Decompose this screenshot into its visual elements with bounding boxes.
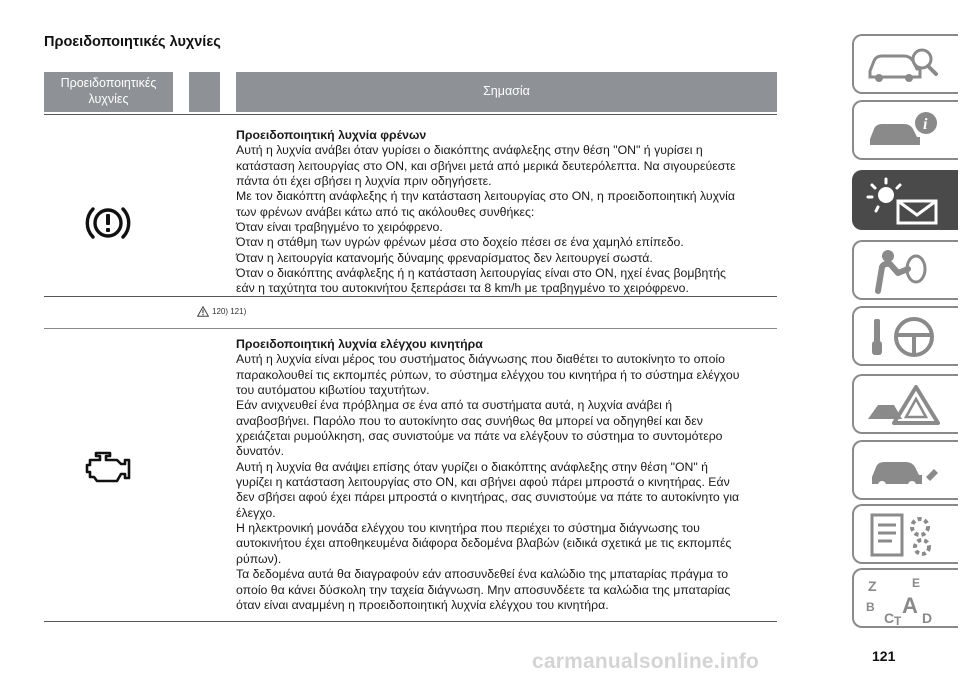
warning-lights-table xyxy=(44,72,777,612)
text-line: Όταν η στάθμη των υγρών φρένων μέσα στο δοχείο πέσει σε ένα χαμηλό επίπεδο. xyxy=(236,235,684,250)
text-line: κατάσταση λειτουργίας στο ON, και σβήνει μετά από μερικά δευτερόλεπτα. Να σιγουρεύεστε xyxy=(236,158,736,173)
text-line: Αυτή η λυχνία θα ανάψει επίσης όταν γυρίζει ο διακόπτης ανάφλεξης στην θέση "ON" ή xyxy=(236,459,709,474)
tab-starting-driving[interactable] xyxy=(852,306,958,366)
header-blank xyxy=(189,72,220,112)
tab-car-info[interactable] xyxy=(852,100,958,160)
text-line: δυνατόν. xyxy=(236,444,285,459)
page-title: Προειδοποιητικές λυχνίες xyxy=(44,34,221,50)
car-search-icon xyxy=(864,41,944,89)
index-letter: A xyxy=(902,593,918,618)
row-rule xyxy=(44,296,777,297)
svg-text:i: i xyxy=(923,116,928,133)
text-line: Αυτή η λυχνία ανάβει όταν γυρίσει ο διακόπτης ανάφλεξης στην θέση "ON" ή γυρίσει η xyxy=(236,143,703,158)
tab-maintenance[interactable] xyxy=(852,440,958,500)
index-letter: C xyxy=(884,610,895,626)
brake-warning-description xyxy=(236,128,777,297)
tab-index[interactable] xyxy=(852,568,958,628)
text-line: χρειάζεται ρυμούλκηση, σας συνιστούμε να πάτε να ελέγξουν το σύστημα το συντομότερο xyxy=(236,429,723,444)
text-line: αναβοσβήνει. Παρόλο που το αυτοκίνητο σας συνήθως θα μπορεί να οδηγηθεί και δεν xyxy=(236,413,703,428)
header-meaning: Σημασία xyxy=(236,72,777,112)
text-line: Όταν η λειτουργία κατανομής δύναμης φρεναρίσματος δεν λειτουργεί σωστά. xyxy=(236,250,653,265)
header-rule xyxy=(44,114,777,115)
warning-light-message-icon xyxy=(864,177,944,227)
index-letter: D xyxy=(922,610,933,626)
technical-data-icon xyxy=(864,511,944,559)
text-line: αυτοκινήτου έχει αποθηκευμένα διάφορα δεδομένα βλαβών (ειδικά σχετικά με τις εκπομπές xyxy=(236,536,732,551)
text-line: εάν η ταχύτητα του αυτοκινήτου ξεπεράσει τα 8 km/h με τραβηγμένο το χειρόφρενο. xyxy=(236,281,689,296)
warning-references xyxy=(197,306,246,317)
row-title: Προειδοποιητική λυχνία φρένων xyxy=(236,128,427,142)
car-service-icon xyxy=(864,447,944,495)
airbag-seat-icon xyxy=(864,247,944,295)
index-letter: E xyxy=(912,576,921,590)
text-line: Εάν ανιχνευθεί ένα πρόβλημα σε ένα από τα συστήματα αυτά, η λυχνία ανάβει ή xyxy=(236,398,673,413)
brake-warning-icon xyxy=(84,201,132,250)
text-line: δεν σβήσει αφού έχει πάρει μπροστά ο κινητήρας, σας συνιστούμε να πάτε το αυτοκίνητο για xyxy=(236,490,740,505)
text-line: πάντα ότι έχει σβήσει η λυχνία πριν οδηγήσετε. xyxy=(236,174,492,189)
text-line: Αυτή η λυχνία είναι μέρος του συστήματος διάγνωσης που διαθέτει το αυτοκίνητο το οποίο xyxy=(236,352,725,367)
tab-warning-lights[interactable] xyxy=(852,170,958,230)
index-letter: T xyxy=(894,614,902,627)
text-line: Όταν ο διακόπτης ανάφλεξης ή η κατάσταση λειτουργίας είναι στο ON, ηχεί ένας βομβητής xyxy=(236,266,726,281)
row-title: Προειδοποιητική λυχνία ελέγχου κινητήρα xyxy=(236,337,483,351)
text-line: παρακολουθεί τις εκπομπές ρύπων, το σύστημα ελέγχου του κινητήρα ή το σύστημα ελέγχου xyxy=(236,367,740,382)
reference-numbers[interactable]: 120) 121) xyxy=(212,307,247,316)
warning-triangle-icon xyxy=(197,306,209,317)
text-line: Όταν είναι τραβηγμένο το χειρόφρενο. xyxy=(236,220,443,235)
text-line: Τα δεδομένα αυτά θα διαγραφούν εάν αποσυνδεθεί ένα καλώδιο της μπαταρίας πράγμα το xyxy=(236,567,729,582)
header-warning-lights: Προειδοποιητικές λυχνίες xyxy=(44,72,173,112)
page-number: 121 xyxy=(872,648,896,664)
index-letter: Z xyxy=(868,578,877,594)
text-line: γυρίζει η κατάσταση λειτουργίας στο ON, και σβήνει αφού πάρει μπροστά ο κινητήρας. Εάν xyxy=(236,475,730,490)
alphabet-index-icon xyxy=(864,575,948,627)
breakdown-triangle-icon xyxy=(864,381,944,429)
check-engine-description xyxy=(236,337,777,613)
text-line: ρύπων). xyxy=(236,551,282,566)
tab-emergency[interactable] xyxy=(852,374,958,434)
text-line: Με τον διακόπτη ανάφλεξης ή την κατάσταση λειτουργίας στο ON, η προειδοποιητική λυχνία xyxy=(236,189,736,204)
text-line: έλεγχο. xyxy=(236,505,276,520)
tab-technical-data[interactable] xyxy=(852,504,958,564)
key-steering-wheel-icon xyxy=(864,313,944,361)
check-engine-icon xyxy=(84,448,134,493)
table-bottom-rule xyxy=(44,621,777,622)
refs-rule xyxy=(44,328,777,329)
car-info-icon xyxy=(864,107,944,155)
text-line: των φρένων ανάβει κάτω από τις ακόλουθες συνθήκες: xyxy=(236,204,535,219)
tab-safety[interactable] xyxy=(852,240,958,300)
text-line: όταν είναι αναμμένη η προειδοποιητική λυχνία ελέγχου του κινητήρα. xyxy=(236,597,609,612)
text-line: του αυτόματου κιβωτίου ταχυτήτων. xyxy=(236,383,430,398)
text-line: Η ηλεκτρονική μονάδα ελέγχου του κινητήρα που περιέχει το σύστημα διάγνωσης του xyxy=(236,521,700,536)
index-letter: B xyxy=(866,600,875,614)
watermark: carmanualsonline.info xyxy=(532,650,760,673)
table-header xyxy=(44,72,777,112)
text-line: οποίο θα κάνει δύσκολη την ταχεία διάγνωση. Μην αποσυνδέετε τα καλώδια της μπαταρίας xyxy=(236,582,731,597)
tab-car-search[interactable] xyxy=(852,34,958,94)
